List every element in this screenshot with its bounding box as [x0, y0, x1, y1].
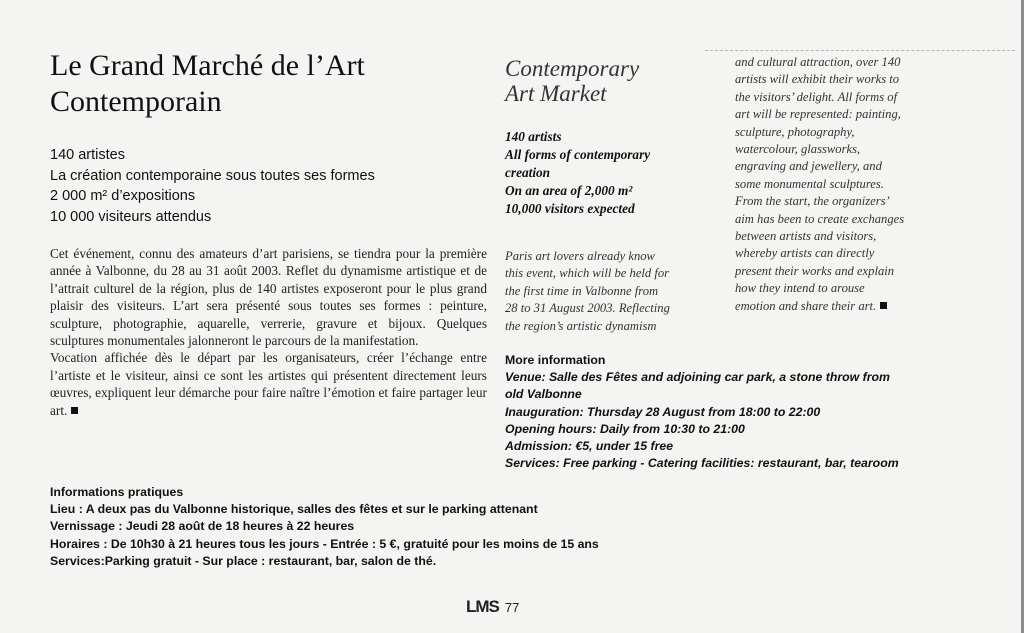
english-body-line: aim has been to create exchanges [735, 211, 905, 226]
french-title-line: Contemporain [50, 85, 222, 118]
english-info-line: Services: Free parking - Catering facilities: restaurant, bar, tearoom [505, 456, 899, 471]
english-info-heading: More information [505, 353, 606, 367]
page-footer [466, 596, 519, 618]
english-article-body-part1 [505, 248, 715, 335]
english-body-text: emotion and share their art. [735, 298, 877, 313]
english-body-line: 28 to 31 August 2003. Reflecting [505, 301, 670, 316]
french-info-line: Vernissage : Jeudi 28 août de 18 heures à 22 heures [50, 519, 355, 534]
english-fact: All forms of contemporary [505, 147, 651, 162]
english-article-body-part2 [735, 54, 965, 315]
page-number: 77 [504, 599, 520, 615]
french-fact: La création contemporaine sous toutes ses formes [50, 167, 375, 184]
french-practical-info [50, 484, 730, 570]
french-info-line: Lieu : A deux pas du Valbonne historique, salles des fêtes et sur le parking attenant [50, 502, 538, 517]
magazine-logo: LMS [466, 597, 499, 616]
english-fact: creation [505, 165, 551, 180]
english-body-line: between artists and visitors, [735, 229, 877, 244]
english-body-line: some monumental sculptures. [735, 176, 884, 191]
french-fact: 140 artistes [50, 147, 125, 163]
english-body-line-last [735, 298, 965, 315]
english-info-line: Venue: Salle des Fêtes and adjoining car park, a stone throw from [505, 370, 890, 385]
french-paragraph-text: Vocation affichée dès le départ par les organisateurs, créer l’échange entre l’artiste et le visiteur, ainsi ce sont les artistes qui présentent directement leurs œuvres, expliquent leur démarche pour faire naître l’émotion et faire partager leur art. [50, 350, 487, 418]
english-fact: 140 artists [505, 129, 562, 144]
english-fact: 10,000 visitors expected [505, 201, 635, 216]
english-body-line: this event, which will be held for [505, 266, 670, 281]
english-title [505, 56, 715, 106]
english-body-line: watercolour, glassworks, [735, 142, 861, 157]
english-title-line: Art Market [505, 81, 607, 106]
english-fact: On an area of 2,000 m² [505, 183, 633, 198]
english-body-line: the region’s artistic dynamism [505, 318, 657, 333]
french-info-line: Services:Parking gratuit - Sur place : restaurant, bar, salon de thé. [50, 553, 437, 568]
english-body-line: Paris art lovers already know [505, 249, 655, 263]
french-fact: 10 000 visiteurs attendus [50, 208, 212, 225]
french-paragraph-last [50, 349, 487, 419]
english-key-facts [505, 128, 715, 218]
english-body-line: the first time in Valbonne from [505, 283, 659, 298]
english-body-line: engraving and jewellery, and [735, 159, 882, 174]
english-body-line: whereby artists can directly [735, 246, 875, 261]
french-fact: 2 000 m² d’expositions [50, 188, 196, 204]
english-title-line: Contemporary [505, 56, 640, 81]
english-body-line: how they intend to arouse [735, 281, 865, 296]
french-title [50, 48, 490, 120]
french-article-body [50, 245, 487, 419]
english-body-line: present their works and explain [735, 263, 895, 278]
english-body-line: the visitors’ delight. All forms of [735, 89, 898, 104]
english-body-line: and cultural attraction, over 140 [735, 55, 901, 69]
french-title-line: Le Grand Marché de l’Art [50, 49, 365, 82]
french-info-line: Horaires : De 10h30 à 21 heures tous les jours - Entrée : 5 €, gratuité pour les moins de 15 ans [50, 536, 599, 551]
english-info-line: Opening hours: Daily from 10:30 to 21:00 [505, 421, 745, 436]
english-body-line: art will be represented: painting, [735, 107, 901, 122]
fold-line [705, 50, 1015, 52]
english-info-line: Inauguration: Thursday 28 August from 18:00 to 22:00 [505, 404, 821, 419]
end-of-article-mark [880, 302, 887, 309]
english-body-line: sculpture, photography, [735, 124, 855, 139]
english-practical-info [505, 352, 965, 472]
english-body-line: artists will exhibit their works to [735, 72, 900, 87]
english-info-line: Admission: €5, under 15 free [505, 439, 674, 454]
english-body-line: From the start, the organizers’ [735, 194, 890, 209]
french-key-facts [50, 145, 480, 227]
end-of-article-mark [71, 407, 78, 414]
french-info-heading: Informations pratiques [50, 485, 184, 499]
french-paragraph: Cet événement, connu des amateurs d’art parisiens, se tiendra pour la première année à Valbonne, du 28 au 31 août 2003. Reflet du dynamisme artistique et de l’attrait culturel de la région, plus de 140 artistes exposeront pour le plus grand plaisir des visiteurs. L’art sera présenté sous toutes ses formes : peinture, sculpture, photographie, aquarelle, verrerie, gravure et bijoux. Quelques sculptures monumentales jalonneront le parcours de la manifestation. [50, 246, 487, 349]
english-info-line: old Valbonne [505, 387, 582, 402]
